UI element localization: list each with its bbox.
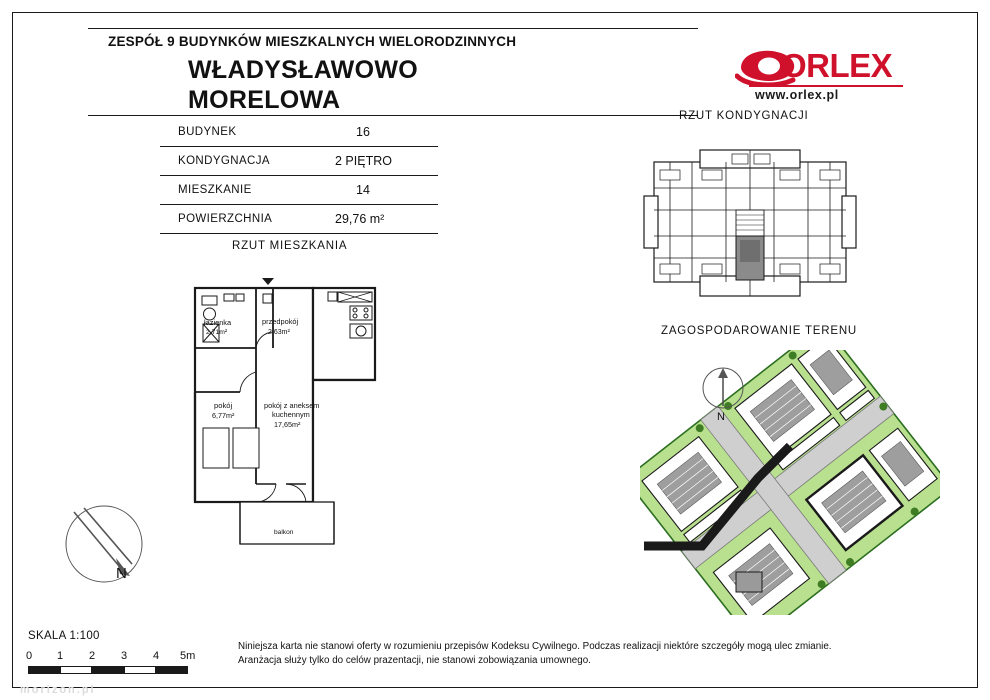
logo-brand-text: ORLEX <box>781 47 893 84</box>
orlex-logo <box>735 42 915 104</box>
scale-segment <box>60 666 92 674</box>
room-label-bathroom: łazienka <box>204 318 232 327</box>
room-area-hall: 2,63m² <box>268 329 290 336</box>
room-label-balcony: balkon <box>274 529 294 536</box>
room-area-room: 6,77m² <box>212 411 235 420</box>
info-label: MIESZKANIE <box>178 184 252 196</box>
info-label: POWIERZCHNIA <box>178 213 273 225</box>
info-value: 29,76 m² <box>335 212 385 226</box>
room-area-bathroom: 2,71m² <box>206 329 228 336</box>
disclaimer-line-1: Niniejsza karta nie stanowi oferty w rozumieniu przepisów Kodeksu Cywilnego. Podczas realizacji niektóre szczegóły mogą ulec zmianie. <box>238 641 832 652</box>
room-area-kitchen: 17,65m² <box>274 420 301 429</box>
scale-segment <box>124 666 156 674</box>
info-label: BUDYNEK <box>178 126 237 138</box>
table-row <box>160 205 438 234</box>
apartment-floorplan-drawing <box>178 272 408 572</box>
room-label-room: pokój <box>214 401 233 410</box>
table-row <box>160 176 438 205</box>
scale-label: SKALA 1:100 <box>28 630 100 642</box>
compass-north-label: N <box>116 565 127 582</box>
project-subtitle: ZESPÓŁ 9 BUDYNKÓW MIESZKALNYCH WIELORODZINNYCH <box>108 34 517 49</box>
room-label-kitchen-2: kuchennym <box>272 410 310 419</box>
floor-plan-drawing <box>640 140 860 320</box>
scale-tick-label: 2 <box>89 650 96 662</box>
scale-segment <box>156 666 188 674</box>
logo-website: www.orlex.pl <box>755 88 839 102</box>
room-label-hall: przedpokój <box>262 317 299 326</box>
info-value: 14 <box>356 183 370 197</box>
floor-plan-label: RZUT KONDYGNACJI <box>679 110 809 122</box>
disclaimer-line-2: Aranżacja służy tylko do celów prazentacji, nie stanowi zobowiązania umownego. <box>238 655 591 667</box>
table-row <box>160 147 438 176</box>
compass-rose-site <box>692 360 754 422</box>
room-label-kitchen-1: pokój z aneksem <box>264 401 320 410</box>
info-label: KONDYGNACJA <box>178 155 270 167</box>
apartment-info-table <box>160 118 438 234</box>
compass-north-label-site: N <box>717 411 725 422</box>
apartment-plan-label: RZUT MIESZKANIA <box>232 240 348 252</box>
watermark: morizon.pl <box>20 684 96 696</box>
logo-divider <box>749 85 903 87</box>
site-plan-label: ZAGOSPODAROWANIE TERENU <box>661 325 858 337</box>
site-plan-drawing <box>640 350 940 615</box>
scale-bar <box>28 650 206 676</box>
compass-rose-main <box>58 498 150 590</box>
scale-tick-label: 3 <box>121 650 128 662</box>
table-row <box>160 118 438 147</box>
scale-segment <box>28 666 60 674</box>
info-value: 2 PIĘTRO <box>335 154 392 168</box>
project-title-line1: WŁADYSŁAWOWO <box>188 56 418 84</box>
header-bottom-divider <box>88 115 698 116</box>
scale-tick-label: 5m <box>180 650 196 662</box>
header-top-divider <box>88 28 698 29</box>
scale-tick-label: 0 <box>26 650 33 662</box>
info-value: 16 <box>356 125 370 139</box>
scale-tick-label: 4 <box>153 650 160 662</box>
project-title-line2: MORELOWA <box>188 86 341 114</box>
scale-segment <box>92 666 124 674</box>
disclaimer-text <box>238 640 938 668</box>
scale-tick-label: 1 <box>57 650 64 662</box>
